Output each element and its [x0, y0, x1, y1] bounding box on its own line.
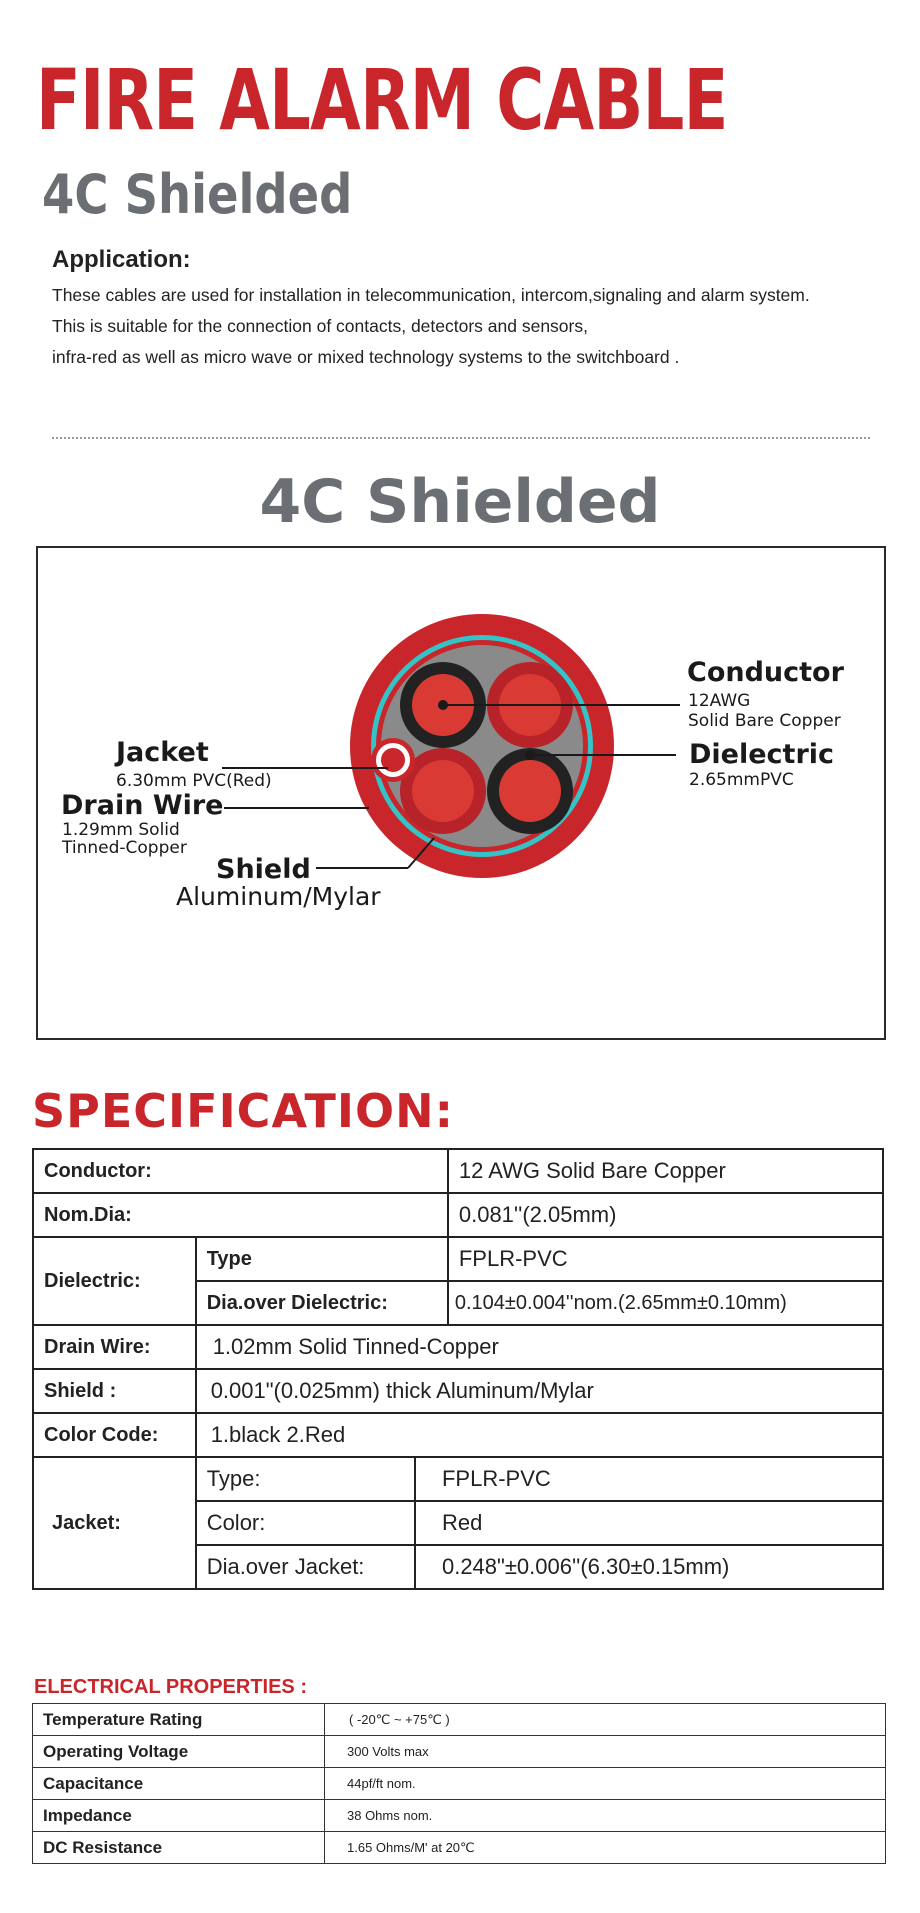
specification-table — [32, 1148, 884, 1590]
jacket-spec: 6.30mm PVC(Red) — [116, 771, 272, 791]
capacitance-value: 44pf/ft nom. — [325, 1768, 886, 1800]
application-line: infra-red as well as micro wave or mixed technology systems to the switchboard . — [52, 347, 680, 367]
table-row — [33, 1325, 883, 1369]
table-row — [33, 1768, 886, 1800]
drain-wire — [371, 738, 415, 782]
dc-resistance-value: 1.65 Ohms/M' at 20℃ — [325, 1832, 886, 1864]
table-row — [33, 1237, 883, 1281]
dielectric-type-label: Type — [196, 1237, 448, 1281]
dotted-divider — [52, 437, 870, 439]
operating-voltage-label: Operating Voltage — [33, 1736, 325, 1768]
table-row — [33, 1704, 886, 1736]
temperature-rating-value: ( -20℃ ~ +75℃ ) — [325, 1704, 886, 1736]
conductor-label: Conductor — [687, 657, 844, 688]
impedance-value: 38 Ohms nom. — [325, 1800, 886, 1832]
jacket-color-value: Red — [415, 1501, 883, 1545]
shield-value: 0.001"(0.025mm) thick Aluminum/Mylar — [196, 1369, 883, 1413]
conductor-label: Conductor: — [33, 1149, 448, 1193]
specification-heading: SPECIFICATION: — [32, 1084, 454, 1138]
table-row — [33, 1457, 883, 1501]
drain-wire-value: 1.02mm Solid Tinned-Copper — [196, 1325, 883, 1369]
drain-wire-label: Drain Wire — [61, 790, 224, 821]
temperature-rating-label: Temperature Rating — [33, 1704, 325, 1736]
dc-resistance-label: DC Resistance — [33, 1832, 325, 1864]
application-text — [52, 280, 892, 373]
application-heading: Application: — [52, 246, 191, 273]
dielectric-dia-value: 0.104±0.004''nom.(2.65mm±0.10mm) — [448, 1281, 883, 1325]
table-row — [33, 1736, 886, 1768]
table-row — [33, 1413, 883, 1457]
page-subtitle: 4C Shielded — [42, 163, 353, 226]
conductor-material: Solid Bare Copper — [688, 711, 841, 731]
jacket-label: Jacket: — [33, 1457, 196, 1589]
electrical-properties-table — [32, 1703, 886, 1864]
drain-wire-spec-2: Tinned-Copper — [62, 838, 187, 858]
jacket-type-value: FPLR-PVC — [415, 1457, 883, 1501]
capacitance-label: Capacitance — [33, 1768, 325, 1800]
jacket-type-label: Type: — [196, 1457, 415, 1501]
application-line: These cables are used for installation in telecommunication, intercom,signaling and alarm system. — [52, 285, 810, 305]
color-code-value: 1.black 2.Red — [196, 1413, 883, 1457]
application-line: This is suitable for the connection of contacts, detectors and sensors, — [52, 316, 588, 336]
nom-dia-value: 0.081''(2.05mm) — [448, 1193, 883, 1237]
conductor-bottom-right — [487, 748, 573, 834]
table-row — [33, 1800, 886, 1832]
drain-wire-label: Drain Wire: — [33, 1325, 196, 1369]
diagram-title: 4C Shielded — [259, 467, 661, 537]
dielectric-label: Dielectric: — [33, 1237, 196, 1325]
electrical-properties-heading: ELECTRICAL PROPERTIES : — [34, 1676, 307, 1698]
conductor-value: 12 AWG Solid Bare Copper — [448, 1149, 883, 1193]
table-row — [33, 1369, 883, 1413]
dielectric-dia-label: Dia.over Dielectric: — [196, 1281, 448, 1325]
jacket-dia-value: 0.248"±0.006''(6.30±0.15mm) — [415, 1545, 883, 1589]
jacket-dia-label: Dia.over Jacket: — [196, 1545, 415, 1589]
shield-spec: Aluminum/Mylar — [176, 882, 381, 911]
operating-voltage-value: 300 Volts max — [325, 1736, 886, 1768]
table-row — [33, 1193, 883, 1237]
dielectric-spec: 2.65mmPVC — [689, 770, 794, 790]
nom-dia-label: Nom.Dia: — [33, 1193, 448, 1237]
table-row — [33, 1149, 883, 1193]
color-code-label: Color Code: — [33, 1413, 196, 1457]
shield-label: Shield — [216, 854, 311, 885]
dielectric-type-value: FPLR-PVC — [448, 1237, 883, 1281]
jacket-color-label: Color: — [196, 1501, 415, 1545]
cable-cross-section-diagram — [36, 546, 886, 1040]
table-row — [33, 1832, 886, 1864]
conductor-gauge: 12AWG — [688, 691, 751, 711]
dielectric-label: Dielectric — [689, 739, 835, 770]
shield-label: Shield : — [33, 1369, 196, 1413]
drain-wire-spec-1: 1.29mm Solid — [62, 820, 180, 840]
impedance-label: Impedance — [33, 1800, 325, 1832]
jacket-label: Jacket — [116, 737, 209, 768]
page-title: FIRE ALARM CABLE — [36, 51, 728, 149]
